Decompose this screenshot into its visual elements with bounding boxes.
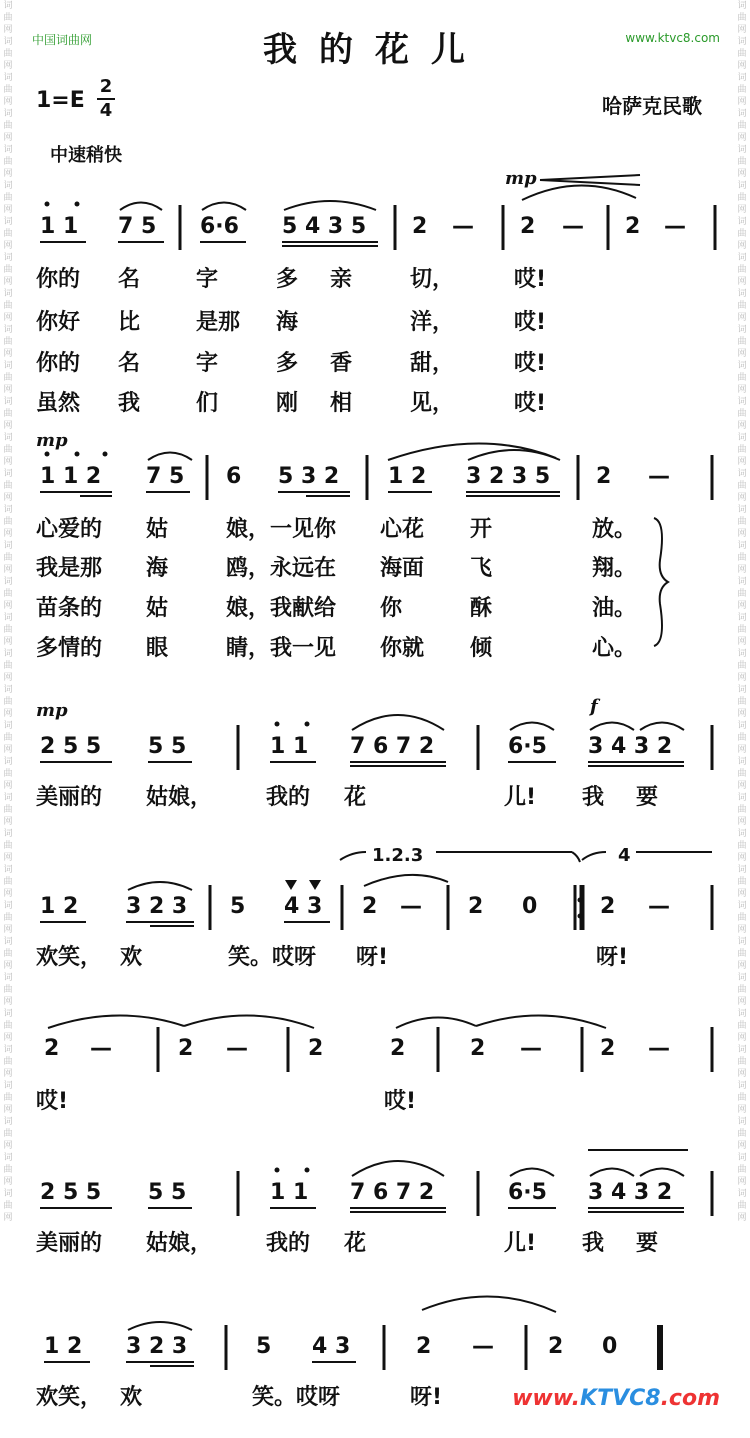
watermark-site-name: 中国词曲网: [32, 33, 93, 47]
lyric: 呀!: [596, 945, 629, 970]
bar-lines: [158, 205, 715, 1370]
lyric: 虽然: [36, 391, 81, 416]
note-group: 1 1 2: [40, 464, 102, 489]
meter-bottom: 4: [99, 100, 113, 121]
lyric: 我: [118, 391, 141, 416]
note-dash: —: [520, 1036, 542, 1061]
lyric: 美丽的: [36, 1231, 103, 1256]
watermark-url[interactable]: www.ktvc8.com: [625, 31, 720, 45]
note-group: 7 5: [146, 464, 185, 489]
note-group: 4 3: [284, 894, 323, 919]
lyric: 眼: [146, 636, 169, 661]
lyric: 甜，: [410, 351, 455, 376]
dynamic-f: f: [590, 696, 598, 717]
note-group: 2: [412, 214, 428, 239]
note-group: 7 6 7 2: [350, 1180, 435, 1205]
lyric: 比: [118, 310, 141, 335]
lyric: 姑: [146, 596, 169, 621]
lyric: 美丽的: [36, 785, 103, 810]
lyric: 字: [196, 267, 219, 292]
lyric: 切，: [410, 267, 455, 292]
lyric: 姑娘，: [146, 785, 213, 810]
note-dash: —: [226, 1036, 248, 1061]
lyric: 香: [330, 351, 353, 376]
volta-second-ending: 4: [618, 845, 631, 866]
lyric: 名: [118, 267, 141, 292]
note-group: 1 1: [270, 1180, 309, 1205]
lyric: 姑: [146, 517, 169, 542]
lyric: 们: [196, 391, 219, 416]
note-group: 1 2: [388, 464, 427, 489]
lyric: 我是那: [36, 556, 103, 581]
note-group: 2 5 5: [40, 1180, 102, 1205]
lyric: 娘，一见你: [226, 517, 337, 542]
lyric: 我: [582, 785, 605, 810]
logo-part: KTVC8: [580, 1386, 661, 1411]
note-group: 5 5: [148, 734, 187, 759]
lyric: 飞: [470, 556, 493, 581]
note-group: 2: [596, 464, 612, 489]
lyric: 鸥，永远在: [226, 556, 337, 581]
note-group: 1 2: [44, 1334, 83, 1359]
logo-part: www.: [512, 1386, 581, 1411]
lyric: 海: [146, 556, 169, 581]
note-group: 1 1: [270, 734, 309, 759]
note-dash: —: [648, 894, 670, 919]
note-group: 2: [520, 214, 536, 239]
lyric: 姑娘，: [146, 1231, 213, 1256]
note-group: 2: [470, 1036, 486, 1061]
lyric: 酥: [470, 596, 493, 621]
song-title: 我的花儿: [263, 30, 487, 70]
lyric: 洋，: [410, 310, 455, 335]
lyric: 放。: [592, 517, 637, 542]
lyric: 欢: [120, 1385, 143, 1410]
note-group: 5: [256, 1334, 272, 1359]
lyric: 花: [344, 1231, 367, 1256]
volta-brackets: [340, 852, 712, 862]
lyric: 翔。: [592, 556, 637, 581]
slurs-and-ties: [48, 185, 684, 1330]
key-signature: 1=E: [36, 88, 85, 113]
lyric: 你就: [380, 636, 425, 661]
note-group: 7 5: [118, 214, 157, 239]
lyric: 心花: [380, 517, 425, 542]
lyric: 我的: [266, 1231, 311, 1256]
lyric: 你的: [36, 351, 81, 376]
note-dash: —: [400, 894, 422, 919]
lyric: 睛，我一见: [226, 636, 337, 661]
note-group: 2: [390, 1036, 406, 1061]
dynamic-mp: mp: [36, 700, 68, 721]
side-watermark-right: 词曲网词曲网词曲网词曲网词曲网词曲网词曲网词曲网词曲网词曲网词曲网词曲网词曲网词曲网词曲网词曲网词曲网词曲网词曲网词曲网词曲网词曲网词曲网词曲网词曲网词曲网词曲网词曲网词曲网词曲网词曲网词曲网词曲网词曲网: [737, 1, 747, 1223]
note-group: 5 5: [148, 1180, 187, 1205]
lyric: 哎!: [514, 391, 547, 416]
lyric: 呀!: [410, 1385, 443, 1410]
note-group: 2: [362, 894, 378, 919]
note-dash: —: [90, 1036, 112, 1061]
note-group: 2 5 5: [40, 734, 102, 759]
note-group: 3 2 3 5: [466, 464, 551, 489]
note-group: 2: [625, 214, 641, 239]
lyric: 相: [330, 391, 353, 416]
lyric: 我的: [266, 785, 311, 810]
lyric: 你好: [36, 310, 81, 335]
lyric: 是那: [196, 310, 241, 335]
note-group: 3 2 3: [126, 1334, 188, 1359]
note-group: 2: [44, 1036, 60, 1061]
lyric: 娘，我献给: [226, 596, 337, 621]
lyric: 笑。哎呀: [252, 1385, 341, 1410]
note-group: 1 2: [40, 894, 79, 919]
note-group: 4 3: [312, 1334, 351, 1359]
note-group: 2: [416, 1334, 432, 1359]
note-group: 2: [468, 894, 484, 919]
lyric: 你的: [36, 267, 81, 292]
note-group: 6·6: [200, 214, 239, 239]
lyric: 哎!: [36, 1089, 69, 1114]
lyric: 倾: [470, 636, 493, 661]
note-group: 5 4 3 5: [282, 214, 367, 239]
lyric: 笑。哎呀: [228, 945, 317, 970]
lyric: 呀!: [356, 945, 389, 970]
lyric: 海面: [380, 556, 425, 581]
note-group: 3 4 3 2: [588, 1180, 673, 1205]
tempo-marking: 中速稍快: [50, 145, 122, 166]
note-group: 0: [602, 1334, 618, 1359]
lyric: 见，: [410, 391, 455, 416]
note-dash: —: [472, 1334, 494, 1359]
lyric: 你: [380, 596, 403, 621]
lyric: 我: [582, 1231, 605, 1256]
lyric: 儿!: [504, 785, 537, 810]
meter-top: 2: [99, 76, 113, 97]
lyric: 多情的: [36, 636, 103, 661]
lyric: 哎!: [514, 267, 547, 292]
lyric: 名: [118, 351, 141, 376]
note-group: 2: [600, 1036, 616, 1061]
lyric: 字: [196, 351, 219, 376]
note-group: 2: [308, 1036, 324, 1061]
lyric: 欢笑，: [36, 945, 103, 970]
note-group: 2: [178, 1036, 194, 1061]
note-dash: —: [648, 1036, 670, 1061]
logo-part: .com: [660, 1386, 720, 1411]
note-group: 6·5: [508, 734, 547, 759]
verse-brace: [654, 518, 668, 646]
lyric: 儿!: [504, 1231, 537, 1256]
side-watermark-left: 词曲网词曲网词曲网词曲网词曲网词曲网词曲网词曲网词曲网词曲网词曲网词曲网词曲网词曲网词曲网词曲网词曲网词曲网词曲网词曲网词曲网词曲网词曲网词曲网词曲网词曲网词曲网词曲网词曲网词曲网词曲网词曲网词曲网词曲网: [3, 1, 13, 1223]
dynamic-mp: mp: [36, 430, 68, 451]
lyric: 欢: [120, 945, 143, 970]
lyric: 要: [636, 1231, 659, 1256]
beams: [40, 242, 684, 1366]
note-dash: —: [452, 214, 474, 239]
lyric: 欢笑，: [36, 1385, 103, 1410]
lyric: 亲: [330, 267, 353, 292]
note-group: 5: [230, 894, 246, 919]
lyric: 哎!: [514, 310, 547, 335]
dynamic-mp: mp: [505, 168, 537, 189]
note-group: 6·5: [508, 1180, 547, 1205]
crescendo-hairpin: [540, 175, 688, 1150]
lyric: 开: [470, 517, 493, 542]
note-group: 6: [226, 464, 242, 489]
lyric: 多: [276, 351, 299, 376]
note-group: 7 6 7 2: [350, 734, 435, 759]
lyric: 苗条的: [36, 596, 103, 621]
note-dash: —: [664, 214, 686, 239]
note-group: 2: [600, 894, 616, 919]
lyric: 花: [344, 785, 367, 810]
composer: 哈萨克民歌: [602, 94, 702, 118]
lyric: 要: [636, 785, 659, 810]
lyric: 海: [276, 310, 299, 335]
lyric: 多: [276, 267, 299, 292]
note-group: 5 3 2: [278, 464, 340, 489]
lyric: 哎!: [384, 1089, 417, 1114]
volta-first-ending: 1.2.3: [372, 845, 424, 866]
note-group: 3 4 3 2: [588, 734, 673, 759]
note-group: 0: [522, 894, 538, 919]
lyric: 油。: [592, 596, 637, 621]
note-group: 1 1: [40, 214, 79, 239]
lyric: 心。: [592, 636, 637, 661]
lyric: 哎!: [514, 351, 547, 376]
note-dash: —: [648, 464, 670, 489]
note-dash: —: [562, 214, 584, 239]
lyric: 刚: [276, 391, 299, 416]
note-group: 3 2 3: [126, 894, 188, 919]
lyric: 心爱的: [36, 517, 103, 542]
note-group: 2: [548, 1334, 564, 1359]
